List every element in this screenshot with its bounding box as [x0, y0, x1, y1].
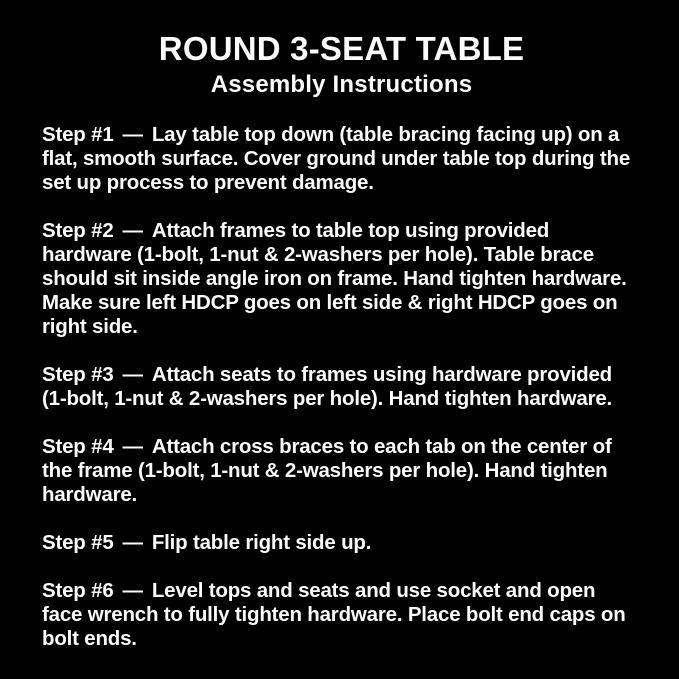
page-title: ROUND 3-SEAT TABLE — [158, 30, 525, 67]
step-separator-dash: — — [122, 122, 143, 146]
step-item — [42, 531, 641, 555]
step-text: Attach seats to frames using hardware provided (1-bolt, 1-nut & 2-washers per hole). Hand tighten hardware. — [42, 362, 613, 410]
step-separator-dash: — — [122, 434, 143, 458]
step-label: Step #2 — [42, 218, 114, 242]
step-separator-dash: — — [122, 578, 143, 602]
step-separator-dash: — — [122, 218, 143, 242]
step-separator-dash: — — [122, 530, 143, 554]
step-separator-dash: — — [122, 362, 143, 386]
step-item — [42, 219, 641, 339]
step-text: Flip table right side up. — [151, 530, 372, 554]
step-text: Attach cross braces to each tab on the center of the frame (1-bolt, 1-nut & 2-washers per hole). Hand tighten hardware. — [42, 434, 612, 506]
step-item — [42, 123, 641, 195]
step-label: Step #5 — [42, 530, 114, 554]
step-label: Step #1 — [42, 122, 114, 146]
step-label: Step #3 — [42, 362, 114, 386]
steps-list — [42, 123, 641, 651]
step-text: Level tops and seats and use socket and open face wrench to fully tighten hardware. Place bolt end caps on bolt ends. — [42, 578, 626, 650]
step-text: Attach frames to table top using provided hardware (1-bolt, 1-nut & 2-washers per hole). Table brace should sit inside angle iron on frame. Hand tighten hardware. Make sure left HDCP goes on left side & right HDCP goes on right side. — [42, 218, 627, 338]
step-label: Step #4 — [42, 434, 114, 458]
step-label: Step #6 — [42, 578, 114, 602]
page-subtitle: Assembly Instructions — [210, 70, 473, 98]
step-text: Lay table top down (table bracing facing up) on a flat, smooth surface. Cover ground under table top during the set up process to prevent damage. — [42, 122, 631, 194]
step-item — [42, 363, 641, 411]
step-item — [42, 435, 641, 507]
step-item — [42, 579, 641, 651]
